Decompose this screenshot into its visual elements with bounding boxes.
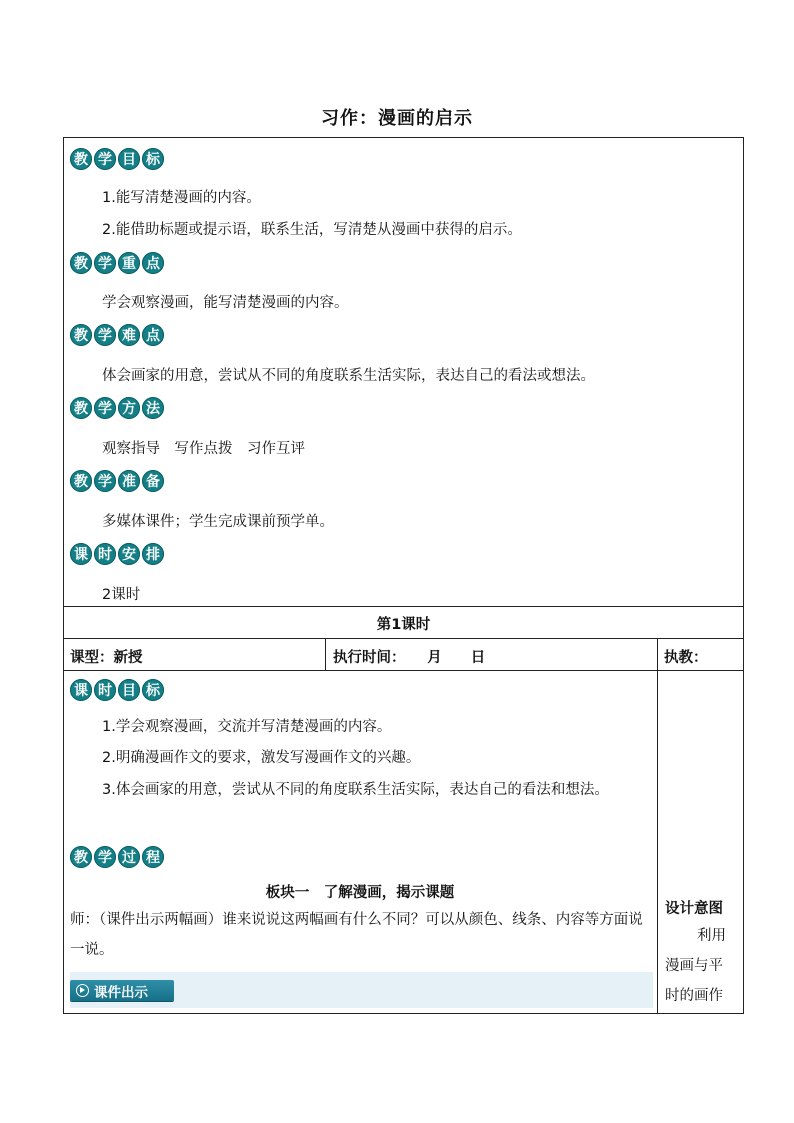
courseware-button[interactable]	[70, 980, 174, 1001]
design-intent-title: 设计意图	[665, 901, 723, 917]
table-divider	[657, 638, 658, 1014]
teacher-prompt: 师：（课件出示两幅画）谁来说说这两幅画有什么不同？可以从颜色、线条、内容等方面说一说。	[70, 912, 643, 958]
section-badge-teaching-method: 教 学 方 法	[70, 397, 164, 419]
table-divider	[63, 606, 744, 607]
block-title: 板块一 了解漫画，揭示课题	[265, 885, 455, 901]
method-line: 观察指导 写作点拨 习作互评	[102, 441, 305, 457]
section-badge-teaching-process: 教 学 过 程	[70, 846, 164, 868]
table-divider	[325, 638, 326, 670]
lesson-goal-line: 3.体会画家的用意，尝试从不同的角度联系生活实际，表达自己的看法和想法。	[102, 782, 609, 798]
lesson-type: 课型：新授	[70, 650, 143, 666]
section-badge-key-points: 教 学 重 点	[70, 252, 164, 274]
execution-time: 执行时间： 月 日	[333, 650, 486, 666]
lesson-goal-line: 2.明确漫画作文的要求，激发写漫画作文的兴趣。	[102, 750, 421, 766]
lesson-header: 第1课时	[376, 617, 431, 633]
section-badge-teaching-goals: 教 学 目 标	[70, 148, 164, 170]
table-divider	[63, 638, 744, 639]
difficult-point-line: 体会画家的用意，尝试从不同的角度联系生活实际，表达自己的看法或想法。	[102, 368, 595, 384]
design-intent-text: 利用漫画与平时的画作	[665, 928, 726, 1004]
schedule-line: 2课时	[102, 587, 141, 603]
instructor-label: 执教：	[664, 650, 708, 666]
play-icon	[76, 984, 89, 997]
courseware-label: 课件出示	[94, 984, 148, 1001]
prep-line: 多媒体课件；学生完成课前预学单。	[102, 514, 334, 530]
goal-line: 2.能借助标题或提示语，联系生活，写清楚从漫画中获得的启示。	[102, 222, 522, 238]
key-point-line: 学会观察漫画，能写清楚漫画的内容。	[102, 295, 349, 311]
goal-line: 1.能写清楚漫画的内容。	[102, 190, 261, 206]
lesson-goal-line: 1.学会观察漫画，交流并写清楚漫画的内容。	[102, 719, 392, 735]
section-badge-difficult-points: 教 学 难 点	[70, 324, 164, 346]
section-badge-schedule: 课 时 安 排	[70, 543, 164, 565]
table-divider	[63, 670, 744, 671]
section-badge-teaching-prep: 教 学 准 备	[70, 470, 164, 492]
document-title: 习作：漫画的启示	[321, 108, 473, 129]
section-badge-lesson-goals: 课 时 目 标	[70, 679, 164, 701]
